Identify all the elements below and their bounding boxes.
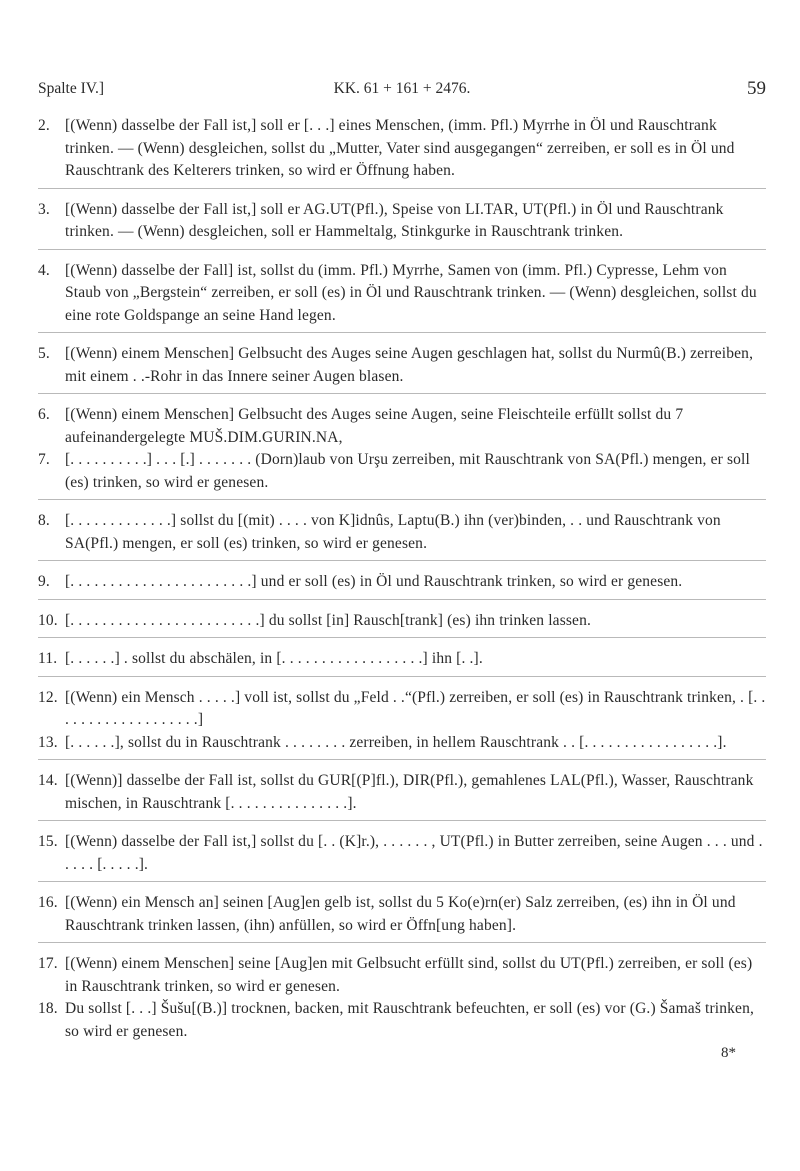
entry-text: [. . . . . . . . . .] . . . [.] . . . . . . . (Dorn)laub von Urşu zerreiben, mit Rauschtrank von SA(Pfl.) mengen, er soll (es) trinken, so wird er genesen. bbox=[65, 451, 750, 491]
entry-number: 6. bbox=[38, 406, 50, 423]
entry-11 bbox=[38, 648, 766, 677]
entry-16 bbox=[38, 892, 766, 943]
header-reference: KK. 61 + 161 + 2476. bbox=[333, 80, 471, 97]
entry-2 bbox=[38, 115, 766, 189]
entry-14 bbox=[38, 770, 766, 821]
entry-number: 14. bbox=[38, 772, 58, 789]
entry-text: Du sollst [. . .] Šušu[(B.)] trocknen, backen, mit Rauschtrank befeuchten, er soll (es) vor (G.) Šamaš trinken, so wird er genesen. bbox=[65, 1000, 755, 1040]
entry-number: 2. bbox=[38, 117, 50, 134]
entry-number: 17. bbox=[38, 955, 58, 972]
entry-5 bbox=[38, 343, 766, 394]
entry-text: [(Wenn) dasselbe der Fall ist,] sollst du [. . (K]r.), . . . . . . , UT(Pfl.) in Butter zerreiben, seine Augen . . . und . . . . . [. . . . .]. bbox=[65, 833, 763, 873]
entry-12 bbox=[38, 687, 766, 732]
entry-text: [(Wenn) dasselbe der Fall] ist, sollst du (imm. Pfl.) Myrrhe, Samen von (imm. Pfl.) Cypresse, Lehm von Staub von „Bergstein“ zerreiben, er soll (es) in Öl und Rauschtrank trinken. — (Wenn) desgleichen, sollst du eine rote Goldspange an seine Hand legen. bbox=[65, 261, 757, 324]
entry-10 bbox=[38, 610, 766, 639]
entry-list bbox=[38, 115, 766, 1062]
entry-9 bbox=[38, 571, 766, 600]
entry-text: [(Wenn) einem Menschen] seine [Aug]en mit Gelbsucht erfüllt sind, sollst du UT(Pfl.) zerreiben, er soll (es) in Rauschtrank trinken, so wird er genesen. bbox=[65, 955, 753, 995]
entry-text: [. . . . . . . . . . . . . . . . . . . . . . .] und er soll (es) in Öl und Rauschtrank trinken, so wird er genesen. bbox=[65, 573, 683, 590]
entry-15 bbox=[38, 831, 766, 882]
entry-text: [. . . . . . . . . . . . . . . . . . . . . . . .] du sollst [in] Rausch[trank] (es) ihn trinken lassen. bbox=[65, 611, 592, 629]
page-header bbox=[38, 78, 766, 108]
entry-text: [. . . . . .], sollst du in Rauschtrank . . . . . . . . zerreiben, in hellem Rauschtrank . . [. . . . . . . . . . . . . . . . .]. bbox=[65, 733, 727, 751]
entry-text: [(Wenn)] dasselbe der Fall ist, sollst du GUR[(P]fl.), DIR(Pfl.), gemahlenes LAL(Pfl.), Wasser, Rauschtrank mischen, in Rauschtrank [. . . . . . . . . . . . . . .]. bbox=[65, 772, 754, 812]
entry-number: 15. bbox=[38, 833, 58, 850]
entry-text: [(Wenn) einem Menschen] Gelbsucht des Auges seine Augen geschlagen hat, sollst du Nurmû(B.) zerreiben, mit einem . .-Rohr in das Innere seiner Augen blasen. bbox=[65, 345, 754, 385]
entry-number: 10. bbox=[38, 611, 58, 629]
entry-number: 7. bbox=[38, 451, 50, 468]
entry-17 bbox=[38, 953, 766, 998]
entry-number: 3. bbox=[38, 200, 50, 218]
entry-number: 16. bbox=[38, 894, 58, 911]
entry-text: [(Wenn) dasselbe der Fall ist,] soll er [. . .] eines Menschen, (imm. Pfl.) Myrrhe in Öl und Rauschtrank trinken. — (Wenn) desgleichen, sollst du „Mutter, Vater sind ausgegangen“ zerreiben, er soll es in Öl und Rauschtrank des Kelterers trinken, so wird er Öffnung haben. bbox=[65, 117, 735, 179]
entry-text: [(Wenn) ein Mensch an] seinen [Aug]en gelb ist, sollst du 5 Ko(e)rn(er) Salz zerreiben, (es) ihn in Öl und Rauschtrank trinken lassen, (ihn) anfüllen, so wird er Öffn[ung haben]. bbox=[65, 894, 736, 934]
entry-text: [. . . . . . . . . . . . .] sollst du [(mit) . . . . von K]idnûs, Laptu(B.) ihn (ver)binden, . . und Rauschtrank von SA(Pfl.) mengen, er soll (es) trinken, so wird er genesen. bbox=[65, 512, 721, 552]
entry-number: 12. bbox=[38, 688, 58, 706]
entry-7 bbox=[38, 449, 766, 500]
entry-text: [(Wenn) einem Menschen] Gelbsucht des Auges seine Augen, seine Fleischteile erfüllt sollst du 7 aufeinandergelegte MUŠ.DIM.GURIN.NA, bbox=[65, 406, 684, 446]
entry-text: [(Wenn) ein Mensch . . . . .] voll ist, sollst du „Feld . .“(Pfl.) zerreiben, er soll (es) in Rauschtrank trinken, . [. . . . . . . . . . . . . . . . . . .] bbox=[65, 688, 766, 728]
entry-number: 5. bbox=[38, 345, 50, 362]
entry-number: 8. bbox=[38, 512, 50, 529]
entry-13 bbox=[38, 732, 766, 761]
entry-text: [(Wenn) dasselbe der Fall ist,] soll er AG.UT(Pfl.), Speise von LI.TAR, UT(Pfl.) in Öl und Rauschtrank trinken. — (Wenn) desgleichen, soll er Hammeltalg, Stinkgurke in Rauschtrank trinken. bbox=[65, 200, 724, 240]
entry-number: 9. bbox=[38, 573, 50, 590]
page-number: 59 bbox=[747, 78, 766, 99]
entry-text: [. . . . . .] . sollst du abschälen, in [. . . . . . . . . . . . . . . . . .] ihn [. .]. bbox=[65, 650, 483, 667]
entry-3 bbox=[38, 199, 766, 250]
entry-number: 11. bbox=[38, 650, 58, 667]
entry-4 bbox=[38, 260, 766, 334]
entry-number: 13. bbox=[38, 733, 58, 751]
entry-18 bbox=[38, 998, 766, 1043]
entry-6 bbox=[38, 404, 766, 449]
column-label: Spalte IV.] bbox=[38, 80, 105, 97]
entry-number: 18. bbox=[38, 1000, 58, 1017]
signature-mark: 8* bbox=[721, 1045, 736, 1061]
entry-8 bbox=[38, 510, 766, 561]
entry-number: 4. bbox=[38, 261, 50, 279]
